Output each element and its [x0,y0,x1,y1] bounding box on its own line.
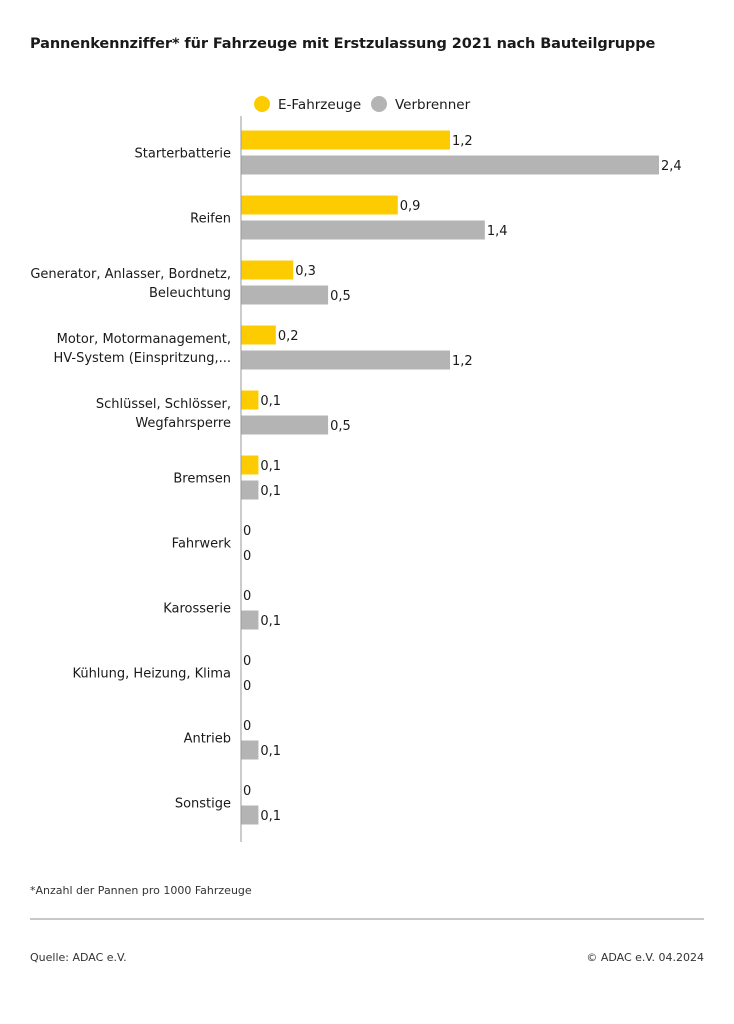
legend-label-verbrenner: Verbrenner [395,97,471,113]
data-label: 0 [243,589,252,604]
bar-verbrenner [241,156,659,175]
bar-e-fahrzeuge [241,196,398,215]
category-label: Wegfahrsperre [135,416,231,431]
bar-e-fahrzeuge [241,131,450,150]
data-label: 0,1 [260,614,282,629]
category-label: Fahrwerk [171,536,231,552]
bar-verbrenner [241,286,328,305]
data-label: 0,9 [399,199,421,214]
data-label: 2,4 [661,159,682,174]
bar-e-fahrzeuge [241,456,258,475]
category-label: Bremsen [173,471,231,487]
category-label: Schlüssel, Schlösser, [95,397,231,412]
legend-marker-e-fahrzeuge [254,96,270,112]
data-label: 1,2 [452,354,473,369]
category-label: HV-System (Einspritzung,... [53,351,231,366]
bar-verbrenner [241,741,258,760]
bar-verbrenner [241,351,450,370]
data-label: 0,1 [260,744,282,759]
category-label: Motor, Motormanagement, [56,332,231,347]
bar-verbrenner [241,611,258,630]
bar-verbrenner [241,416,328,435]
category-label: Sonstige [174,796,231,812]
footer-divider [30,918,704,920]
data-label: 0,5 [330,289,351,304]
legend-label-e-fahrzeuge: E-Fahrzeuge [278,97,362,113]
data-label: 0 [243,654,252,669]
data-label: 1,4 [486,224,508,239]
data-label: 0 [243,719,252,734]
category-label: Antrieb [183,731,231,747]
data-label: 0,2 [277,329,299,344]
chart-title: Pannenkennziffer* für Fahrzeuge mit Erstzulassung 2021 nach Bauteilgruppe [30,36,656,52]
bar-e-fahrzeuge [241,261,293,280]
bar-verbrenner [241,806,258,825]
legend-marker-verbrenner [371,96,387,112]
category-label: Kühlung, Heizung, Klima [72,666,231,682]
source-text: Quelle: ADAC e.V. [30,951,127,964]
category-label: Generator, Anlasser, Bordnetz, [30,267,231,282]
bar-e-fahrzeuge [241,391,258,410]
bar-e-fahrzeuge [241,326,276,345]
data-label: 0,1 [260,484,282,499]
data-label: 0 [243,784,252,799]
data-label: 0,1 [260,459,282,474]
data-label: 0,1 [260,394,282,409]
data-label: 0 [243,679,252,694]
data-label: 0,1 [260,809,282,824]
data-label: 0 [243,524,252,539]
copyright-text: © ADAC e.V. 04.2024 [586,951,704,964]
data-label: 1,2 [452,134,473,149]
category-label: Karosserie [163,601,231,617]
category-label: Reifen [190,211,231,227]
data-label: 0 [243,549,252,564]
category-label: Starterbatterie [134,146,231,162]
footnote: *Anzahl der Pannen pro 1000 Fahrzeuge [30,884,252,897]
data-label: 0,3 [295,264,316,279]
data-label: 0,5 [330,419,351,434]
category-label: Beleuchtung [149,286,231,301]
bar-verbrenner [241,221,485,240]
bar-verbrenner [241,481,258,500]
